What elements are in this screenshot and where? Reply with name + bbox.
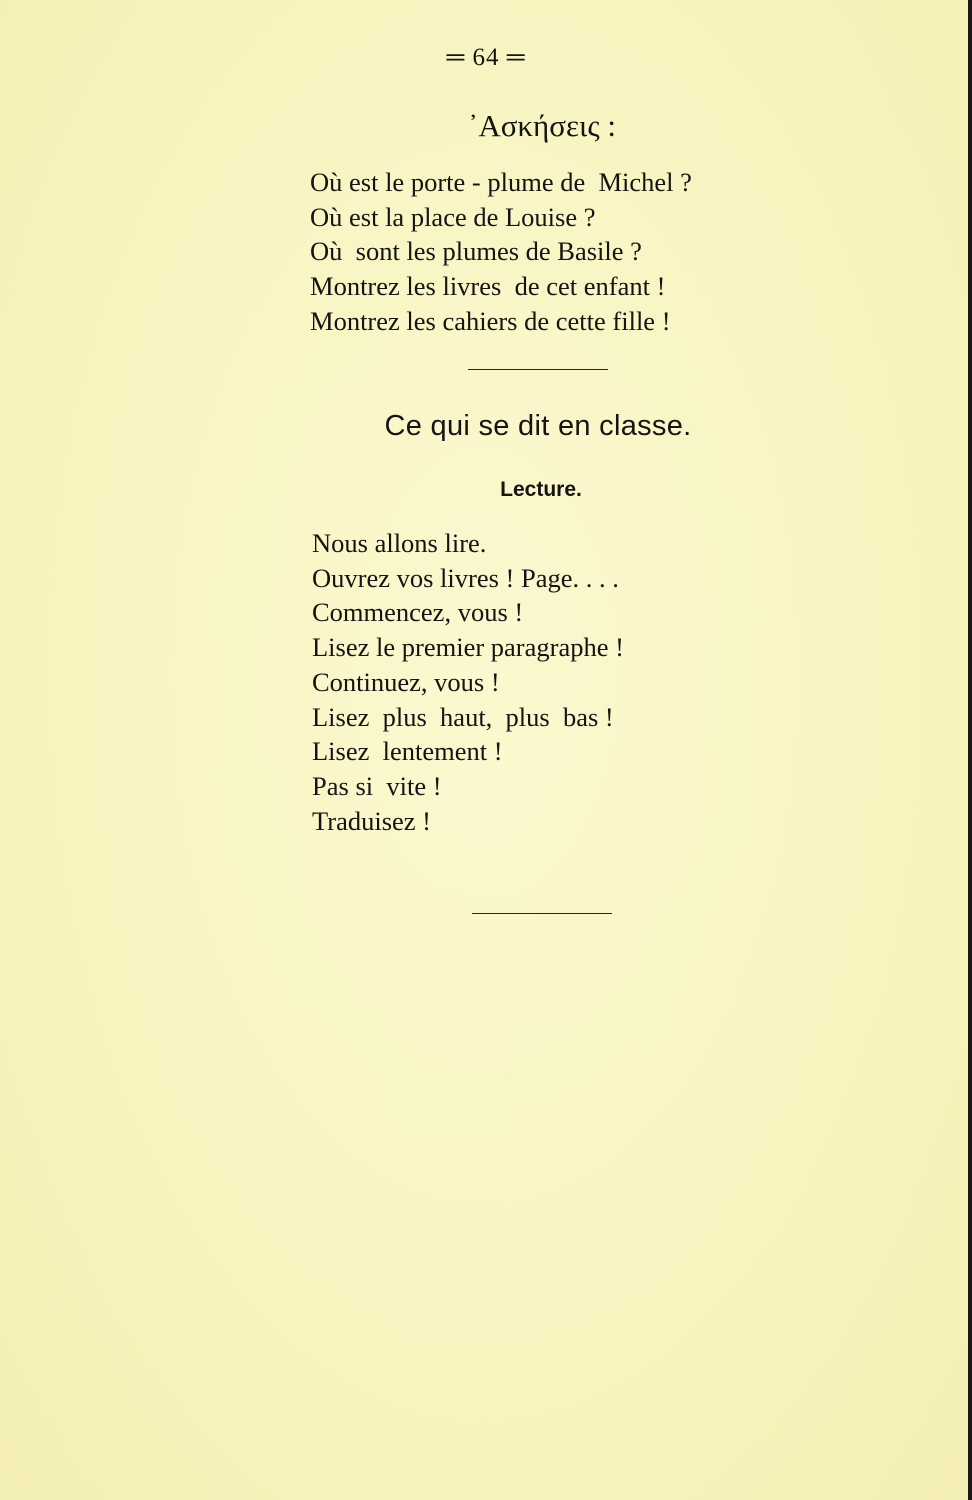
exercise-list (310, 165, 692, 339)
phrase-line: Lisez lentement ! (312, 736, 503, 767)
phrase-line: Continuez, vous ! (312, 666, 500, 697)
reading-phrases-list (312, 526, 624, 838)
section-title: Ce qui se dit en classe. (384, 410, 692, 442)
phrase-line: Pas si vite ! (312, 770, 442, 801)
exercise-line: Montrez les livres de cet enfant ! (310, 271, 666, 302)
section-divider (468, 369, 608, 370)
exercise-line: Montrez les cahiers de cette fille ! (310, 305, 671, 336)
page-edge (968, 0, 972, 1500)
page-number: ═ 64 ═ (446, 44, 526, 71)
subsection-title: Lecture. (500, 478, 582, 501)
phrase-line: Ouvrez vos livres ! Page. . . . (312, 562, 619, 593)
end-divider (472, 913, 612, 914)
phrase-line: Lisez plus haut, plus bas ! (312, 701, 614, 732)
exercises-heading: ᾿Ασκήσεις : (468, 108, 616, 143)
phrase-line: Traduisez ! (312, 805, 431, 836)
exercise-line: Où sont les plumes de Basile ? (310, 236, 642, 267)
phrase-line: Lisez le premier paragraphe ! (312, 632, 624, 663)
phrase-line: Commencez, vous ! (312, 597, 524, 628)
exercise-line: Où est le porte - plume de Michel ? (310, 167, 692, 197)
phrase-line: Nous allons lire. (312, 528, 487, 558)
exercise-line: Où est la place de Louise ? (310, 201, 596, 232)
